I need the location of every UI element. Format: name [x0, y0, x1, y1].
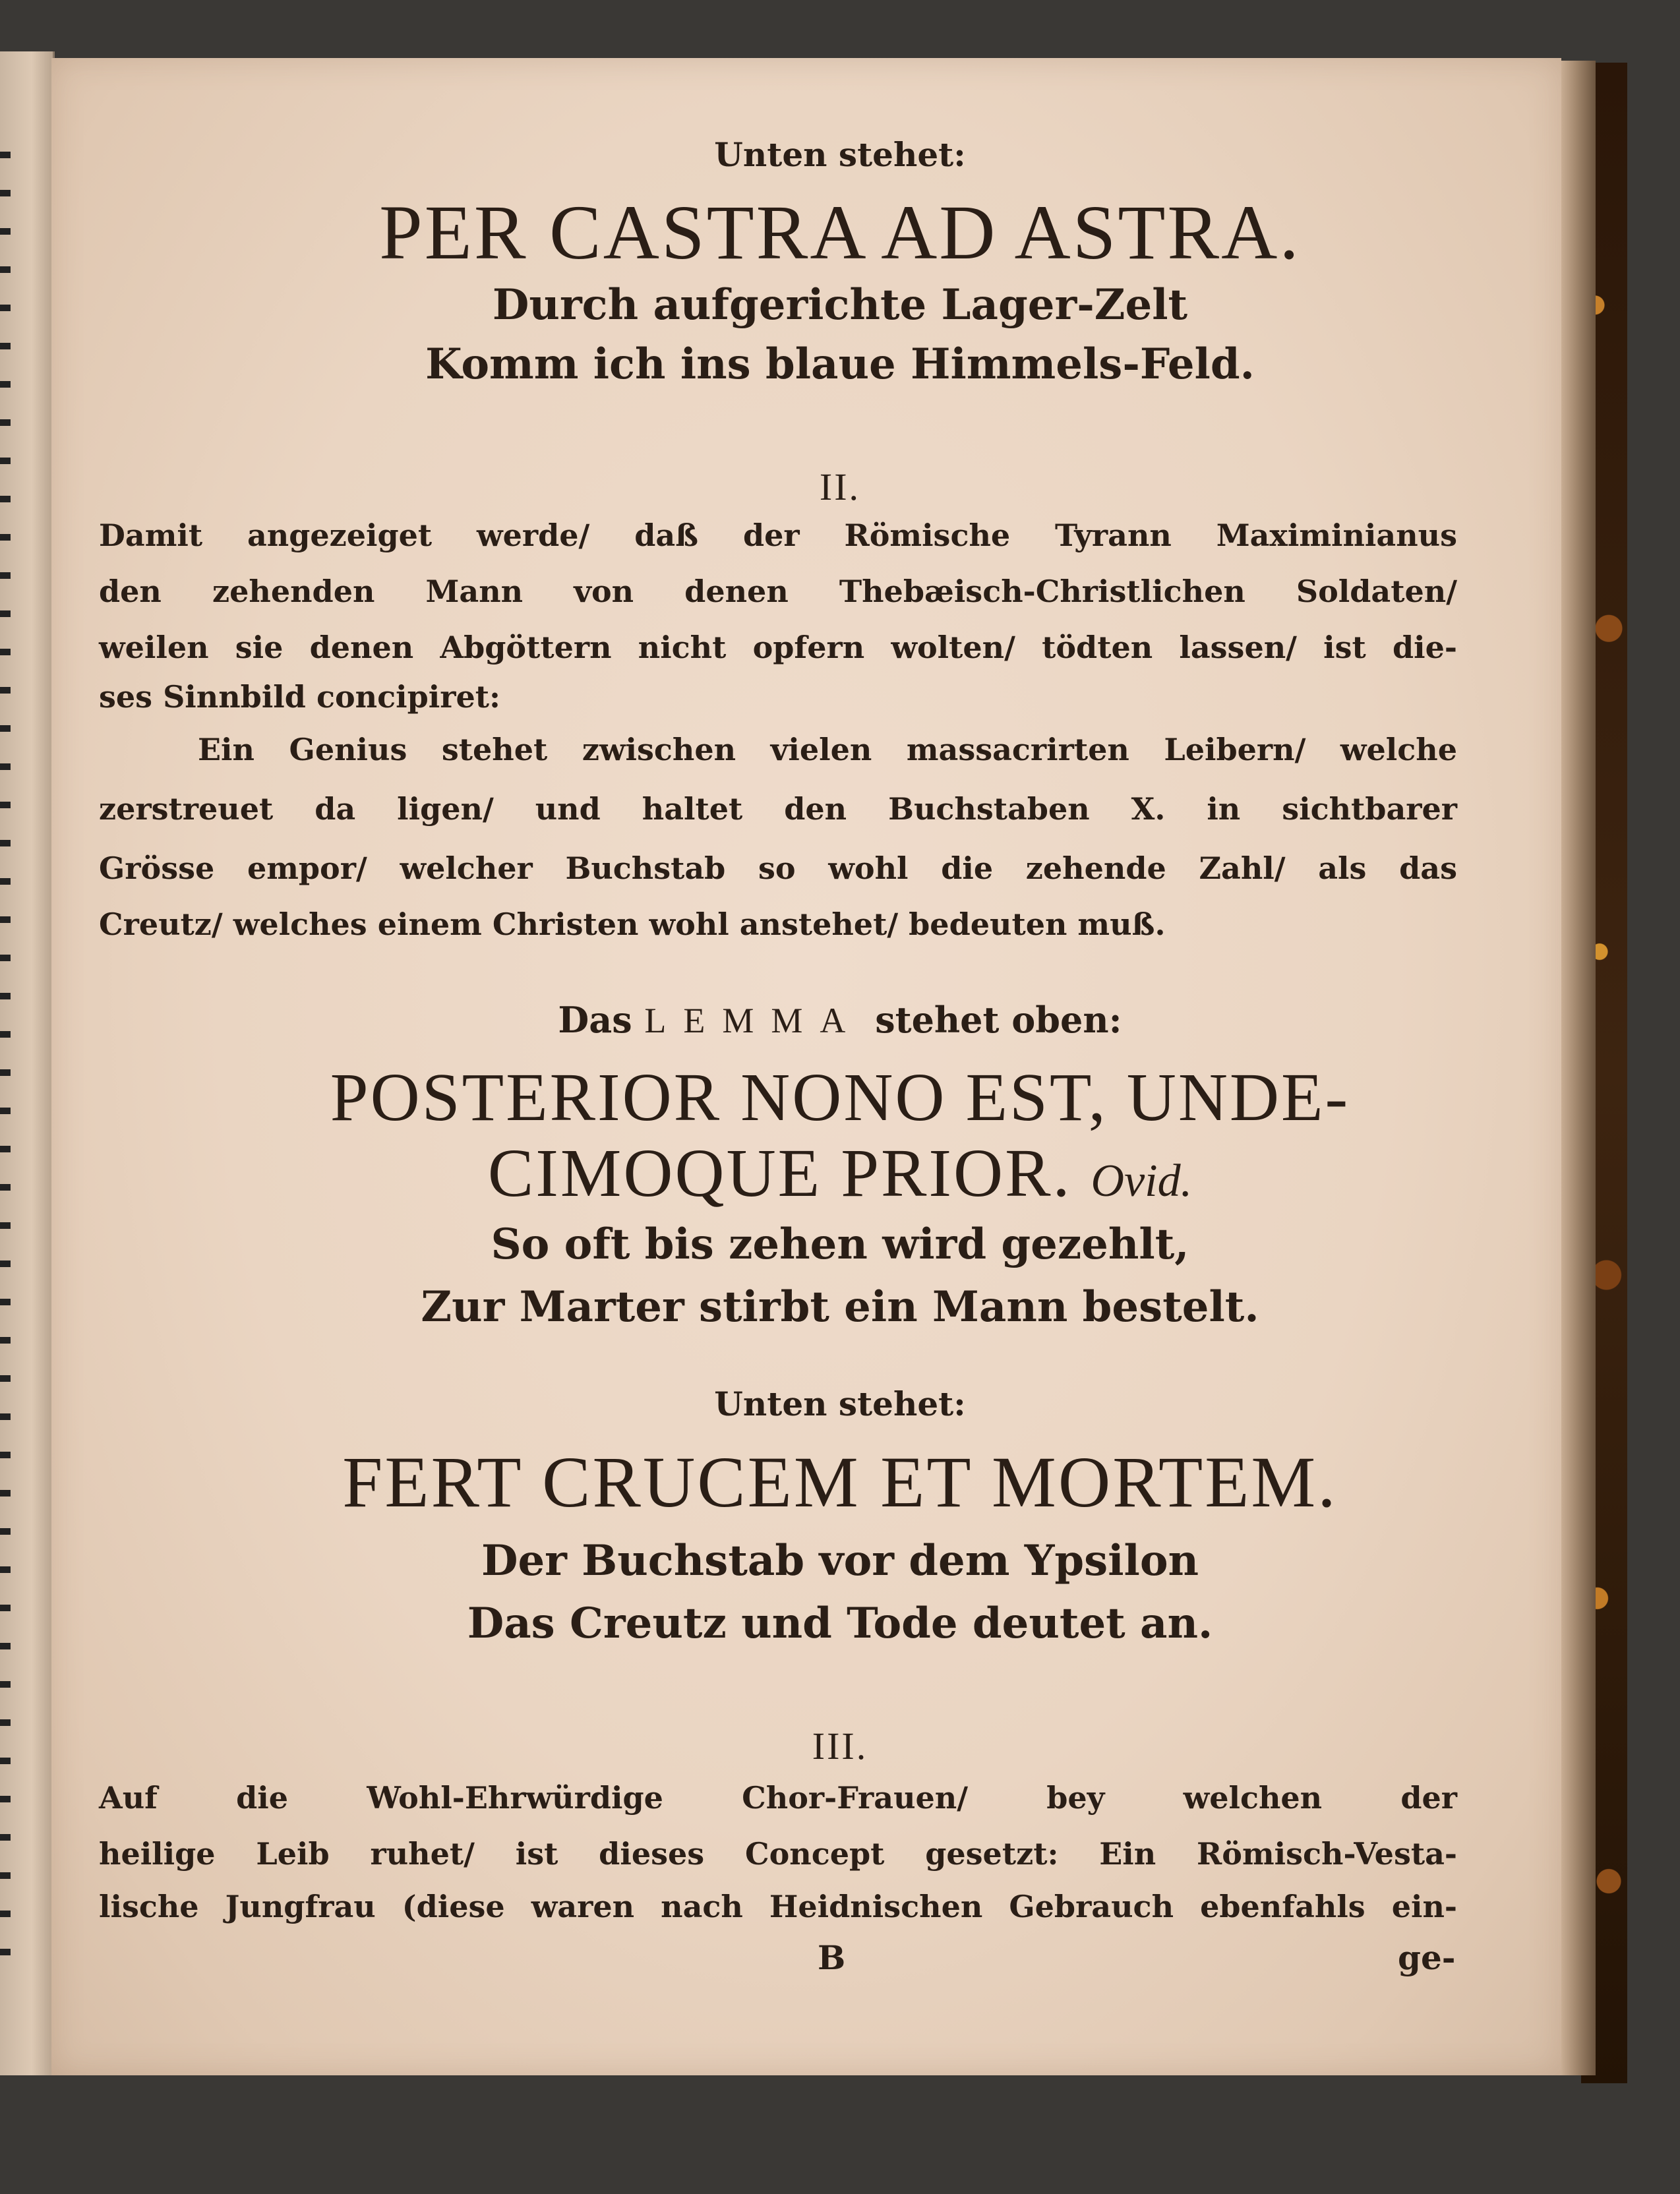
motto-source-ovid: Ovid.: [1091, 1156, 1193, 1206]
paragraph-2-line: Creutz/ welches einem Christen wohl anstehet/ bedeuten muß.: [99, 906, 1166, 942]
verse-2-line-1: So oft bis zehen wird gezehlt,: [491, 1220, 1189, 1269]
catchword: ge-: [1398, 1938, 1456, 1977]
verse-2-line-2: Zur Marter stirbt ein Mann bestelt.: [421, 1282, 1259, 1332]
verse-3-line-1: Der Buchstab vor dem Ypsilon: [481, 1536, 1199, 1586]
motto-per-castra: PER CASTRA AD ASTRA.: [379, 189, 1301, 276]
motto-fert-crucem: FERT CRUCEM ET MORTEM.: [342, 1442, 1338, 1522]
heading-unten-stehet-1: Unten stehet:: [714, 135, 966, 174]
lemma-word: LEMMA: [644, 1001, 863, 1040]
motto-posterior-text: CIMOQUE PRIOR.: [487, 1135, 1072, 1211]
section-numeral-3: III.: [812, 1725, 868, 1767]
paragraph-3-line: heilige Leib ruhet/ ist dieses Concept gesetzt: Ein Römisch-Vesta-: [99, 1836, 1457, 1872]
paragraph-2-line: Ein Genius stehet zwischen vielen massacrirten Leibern/ welche: [198, 732, 1457, 767]
paragraph-2-line: Damit angezeiget werde/ daß der Römische Tyrann Maximinianus: [99, 518, 1457, 553]
motto-posterior-line-1: POSTERIOR NONO EST, UNDE-: [330, 1059, 1350, 1135]
lemma-intro-pre: Das: [558, 999, 632, 1041]
paragraph-3-line: lische Jungfrau (diese waren nach Heidnischen Gebrauch ebenfahls ein-: [99, 1889, 1457, 1924]
verse-1-line-1: Durch aufgerichte Lager-Zelt: [492, 280, 1188, 330]
paragraph-2-line: zerstreuet da ligen/ und haltet den Buchstaben X. in sichtbarer: [99, 791, 1457, 827]
section-numeral-2: II.: [819, 465, 861, 508]
heading-unten-stehet-2: Unten stehet:: [714, 1384, 966, 1423]
verse-1-line-2: Komm ich ins blaue Himmels-Feld.: [425, 340, 1255, 389]
paragraph-2-line: weilen sie denen Abgöttern nicht opfern wolten/ tödten lassen/ ist die-: [99, 630, 1457, 665]
paragraph-2-line: den zehenden Mann von denen Thebæisch-Christlichen Soldaten/: [99, 574, 1457, 609]
verse-3-line-2: Das Creutz und Tode deutet an.: [467, 1599, 1213, 1648]
paragraph-2-line: ses Sinnbild concipiret:: [99, 679, 500, 715]
lemma-intro-post: stehet oben:: [875, 999, 1122, 1041]
paragraph-3-line: Auf die Wohl-Ehrwürdige Chor-Frauen/ bey welchen der: [99, 1780, 1457, 1816]
lemma-intro: [0, 999, 1680, 1041]
motto-posterior-line-2: [0, 1134, 1680, 1212]
signature-mark: B: [818, 1938, 846, 1977]
paragraph-2-line: Grösse empor/ welcher Buchstab so wohl die zehende Zahl/ als das: [99, 850, 1457, 886]
